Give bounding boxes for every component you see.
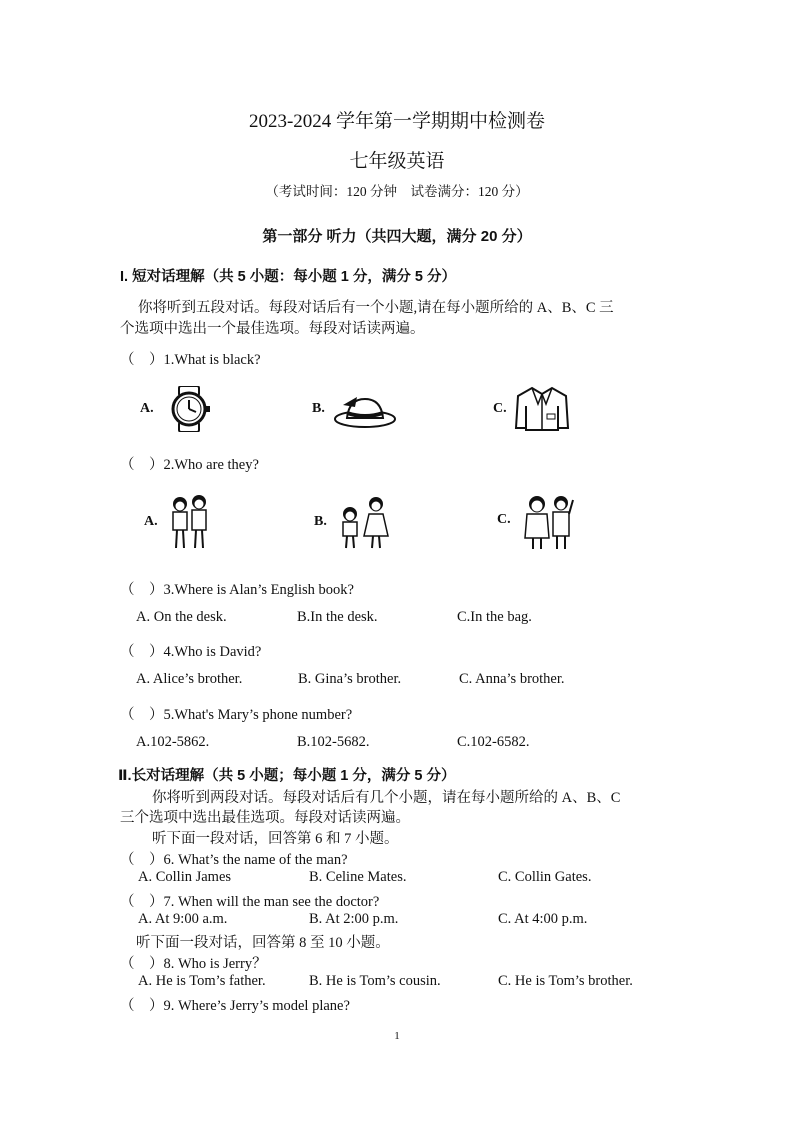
dialog1-instruction: 听下面一段对话，回答第 6 和 7 小题。 (152, 831, 399, 847)
exam-title: 2023-2024 学年第一学期期中检测卷 (248, 111, 546, 132)
question-4: （ ）4.Who is David? (120, 644, 262, 660)
q1-picture-b-label: B. (312, 401, 325, 416)
jacket-picture (514, 384, 570, 432)
two-adults-picture (523, 494, 575, 550)
question-1: （ ）1.What is black? (120, 352, 261, 368)
q2-picture-b-label: B. (314, 514, 327, 529)
section2-instruction-line1: 你将听到两段对话。每段对话后有几个小题，请在每小题所给的 A、B、C (152, 790, 621, 806)
section2-instruction-line2: 三个选项中选出最佳选项。每段对话读两遍。 (120, 810, 410, 826)
two-boys-picture (168, 494, 212, 550)
q5-option-c: C.102-6582. (457, 734, 530, 750)
section1-instruction-line2: 个选项中选出一个最佳选项。每段对话读两遍。 (120, 321, 425, 337)
question-7: （ ）7. When will the man see the doctor? (120, 894, 380, 910)
dialog2-instruction: 听下面一段对话，回答第 8 至 10 小题。 (136, 935, 390, 951)
question-8: （ ）8. Who is Jerry？ (120, 956, 267, 972)
watch-picture (165, 386, 213, 432)
section2-title: Ⅱ.长对话理解（共 5 小题；每小题 1 分，满分 5 分） (118, 768, 456, 784)
q8-option-a: A. He is Tom’s father. (138, 973, 266, 989)
q3-option-a: A. On the desk. (136, 609, 227, 625)
q7-option-b: B. At 2:00 p.m. (309, 911, 399, 927)
q4-option-c: C. Anna’s brother. (459, 671, 565, 687)
q1-picture-a-label: A. (140, 401, 154, 416)
q5-option-a: A.102-5862. (136, 734, 210, 750)
section1-instruction-line1: 你将听到五段对话。每段对话后有一个小题,请在每小题所给的 A、B、C 三 (138, 300, 614, 316)
q7-option-a: A. At 9:00 a.m. (138, 911, 228, 927)
part1-title: 第一部分 听力（共四大题，满分 20 分） (262, 228, 532, 245)
q3-option-c: C.In the bag. (457, 609, 532, 625)
q6-option-b: B. Celine Mates. (309, 869, 407, 885)
exam-info: （考试时间：120 分钟 试卷满分：120 分） (265, 184, 529, 199)
q7-option-c: C. At 4:00 p.m. (498, 911, 588, 927)
question-2: （ ）2.Who are they? (120, 457, 259, 473)
question-5: （ ）5.What's Mary’s phone number? (120, 707, 353, 723)
q6-option-c: C. Collin Gates. (498, 869, 592, 885)
q4-option-b: B. Gina’s brother. (298, 671, 402, 687)
boy-and-girl-picture (336, 496, 394, 550)
page-number: 1 (394, 1030, 400, 1042)
q4-option-a: A. Alice’s brother. (136, 671, 243, 687)
question-6: （ ）6. What’s the name of the man? (120, 852, 348, 868)
q8-option-c: C. He is Tom’s brother. (498, 973, 633, 989)
section1-title: I. 短对话理解（共 5 小题：每小题 1 分，满分 5 分） (120, 269, 456, 285)
q2-picture-c-label: C. (497, 512, 511, 527)
q3-option-b: B.In the desk. (297, 609, 378, 625)
question-3: （ ）3.Where is Alan’s English book? (120, 582, 354, 598)
q5-option-b: B.102-5682. (297, 734, 370, 750)
q8-option-b: B. He is Tom’s cousin. (309, 973, 441, 989)
q1-picture-c-label: C. (493, 401, 507, 416)
hat-picture (333, 389, 397, 429)
exam-grade-subject: 七年级英语 (349, 151, 445, 172)
q6-option-a: A. Collin James (138, 869, 232, 885)
q2-picture-a-label: A. (144, 514, 158, 529)
question-9: （ ）9. Where’s Jerry’s model plane? (120, 998, 350, 1014)
